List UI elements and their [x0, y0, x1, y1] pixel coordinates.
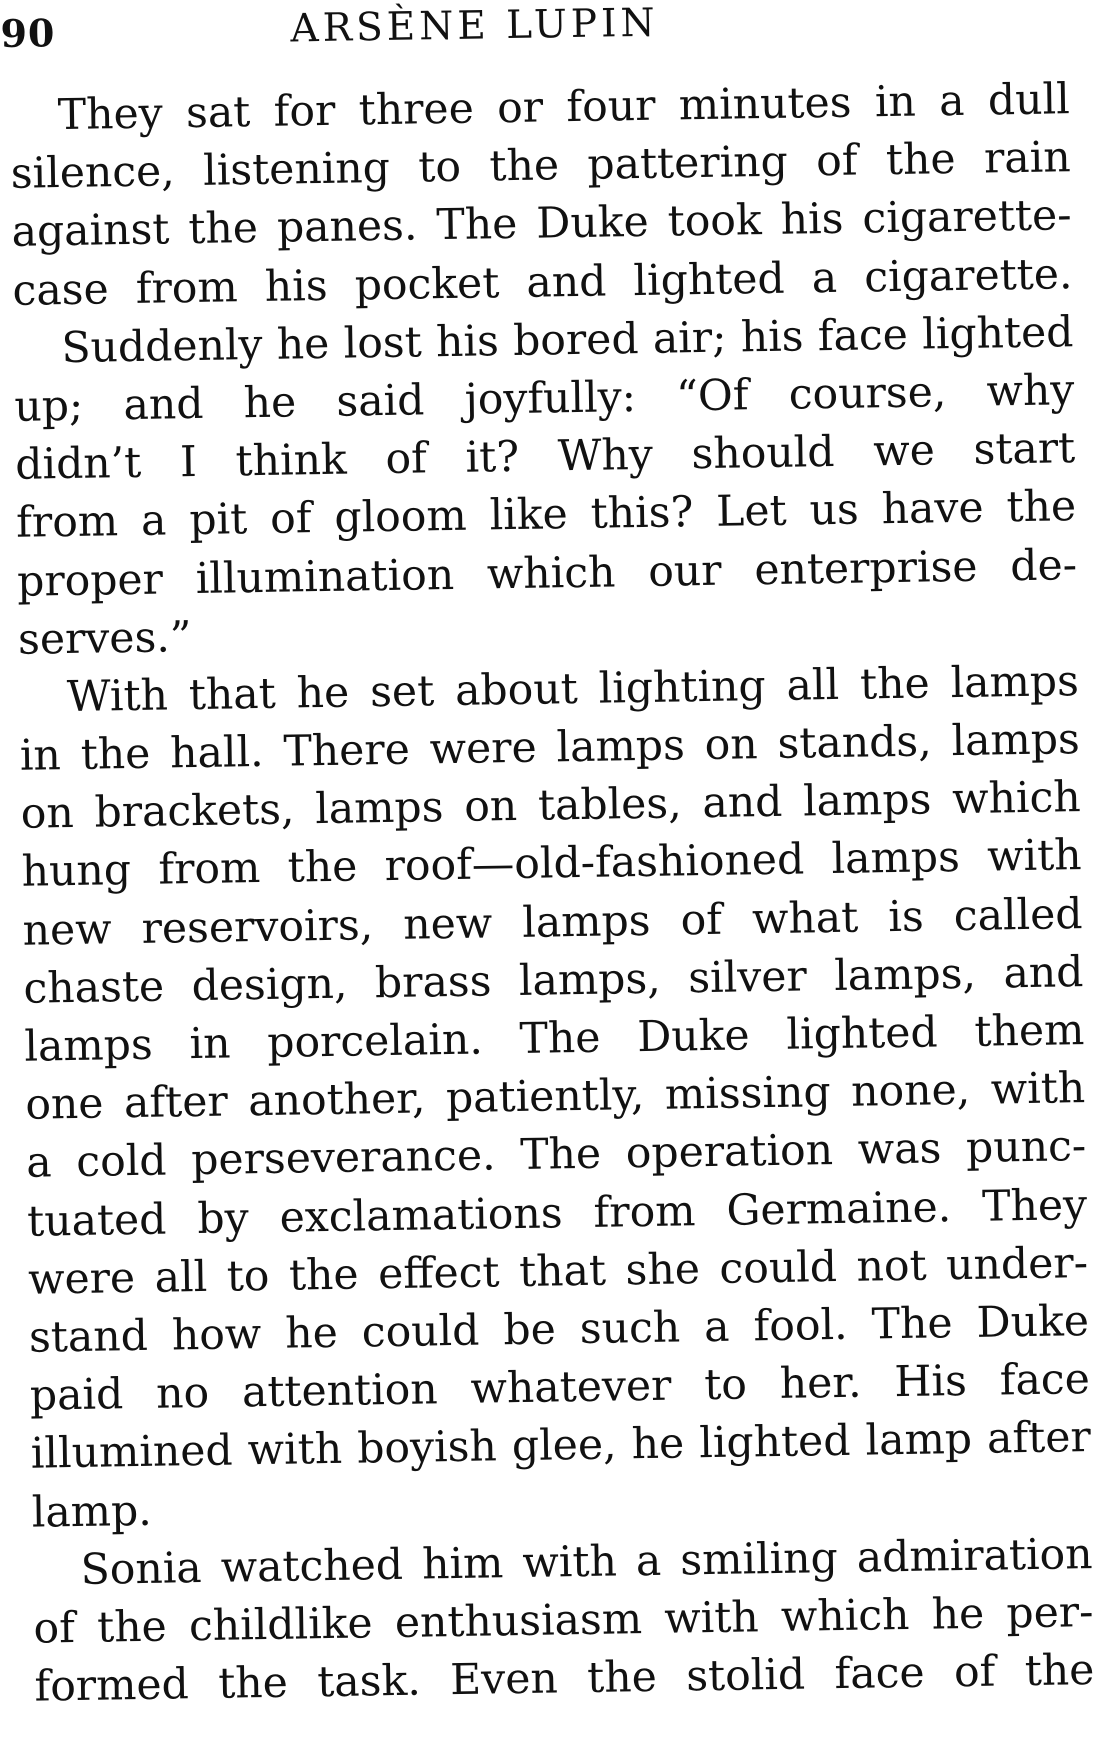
text-line: stand how he could be such a fool. The Duke: [28, 1297, 1090, 1363]
body-text: [9, 71, 1094, 1717]
text-line: one after another, patiently, missing none, with: [24, 1064, 1086, 1130]
text-line: They sat for three or four minutes in a dull: [57, 75, 1071, 141]
text-line: from a pit of gloom like this? Let us have the: [15, 482, 1077, 549]
text-line: Suddenly he lost his bored air; his face lighted: [61, 307, 1074, 373]
text-line: up; and he said joyfully: “Of course, why: [14, 366, 1075, 432]
text-line: formed the task. Even the stolid face of the: [34, 1646, 1095, 1712]
text-line: case from his pocket and lighted a cigarette.: [12, 249, 1073, 316]
text-line: didn’t I think of it? Why should we start: [14, 424, 1076, 490]
text-line: on brackets, lamps on tables, and lamps which: [20, 773, 1082, 840]
page-number: 90: [0, 10, 56, 56]
text-line: in the hall. There were lamps on stands, lamps: [19, 715, 1081, 781]
text-line: lamp.: [31, 1486, 153, 1538]
text-line: chaste design, brass lamps, silver lamps, and: [23, 947, 1084, 1014]
text-line: illumined with boyish glee, he lighted lamp after: [30, 1413, 1092, 1480]
text-line: proper illumination which our enterprise de-: [16, 540, 1078, 607]
running-title: ARSÈNE LUPIN: [290, 0, 659, 52]
text-line: hung from the roof—old-fashioned lamps with: [21, 831, 1082, 898]
text-line: against the panes. The Duke took his cigarette-: [11, 191, 1072, 258]
text-line: a cold perseverance. The operation was punc-: [25, 1122, 1087, 1189]
text-line: serves.”: [17, 612, 192, 665]
page-header: [0, 0, 1101, 64]
text-line: were all to the effect that she could not under-: [27, 1238, 1089, 1305]
text-line: With that he set about lighting all the lamps: [66, 657, 1080, 722]
text-line: silence, listening to the pattering of the rain: [10, 133, 1071, 200]
text-line: paid no attention whatever to her. His face: [29, 1355, 1091, 1421]
text-line: Sonia watched him with a smiling admiration: [80, 1529, 1093, 1595]
text-line: new reservoirs, new lamps of what is called: [22, 889, 1083, 956]
text-line: tuated by exclamations from Germaine. They: [26, 1180, 1088, 1247]
text-line: lamps in porcelain. The Duke lighted them: [24, 1006, 1085, 1072]
text-line: of the childlike enthusiasm with which he per-: [33, 1587, 1094, 1654]
